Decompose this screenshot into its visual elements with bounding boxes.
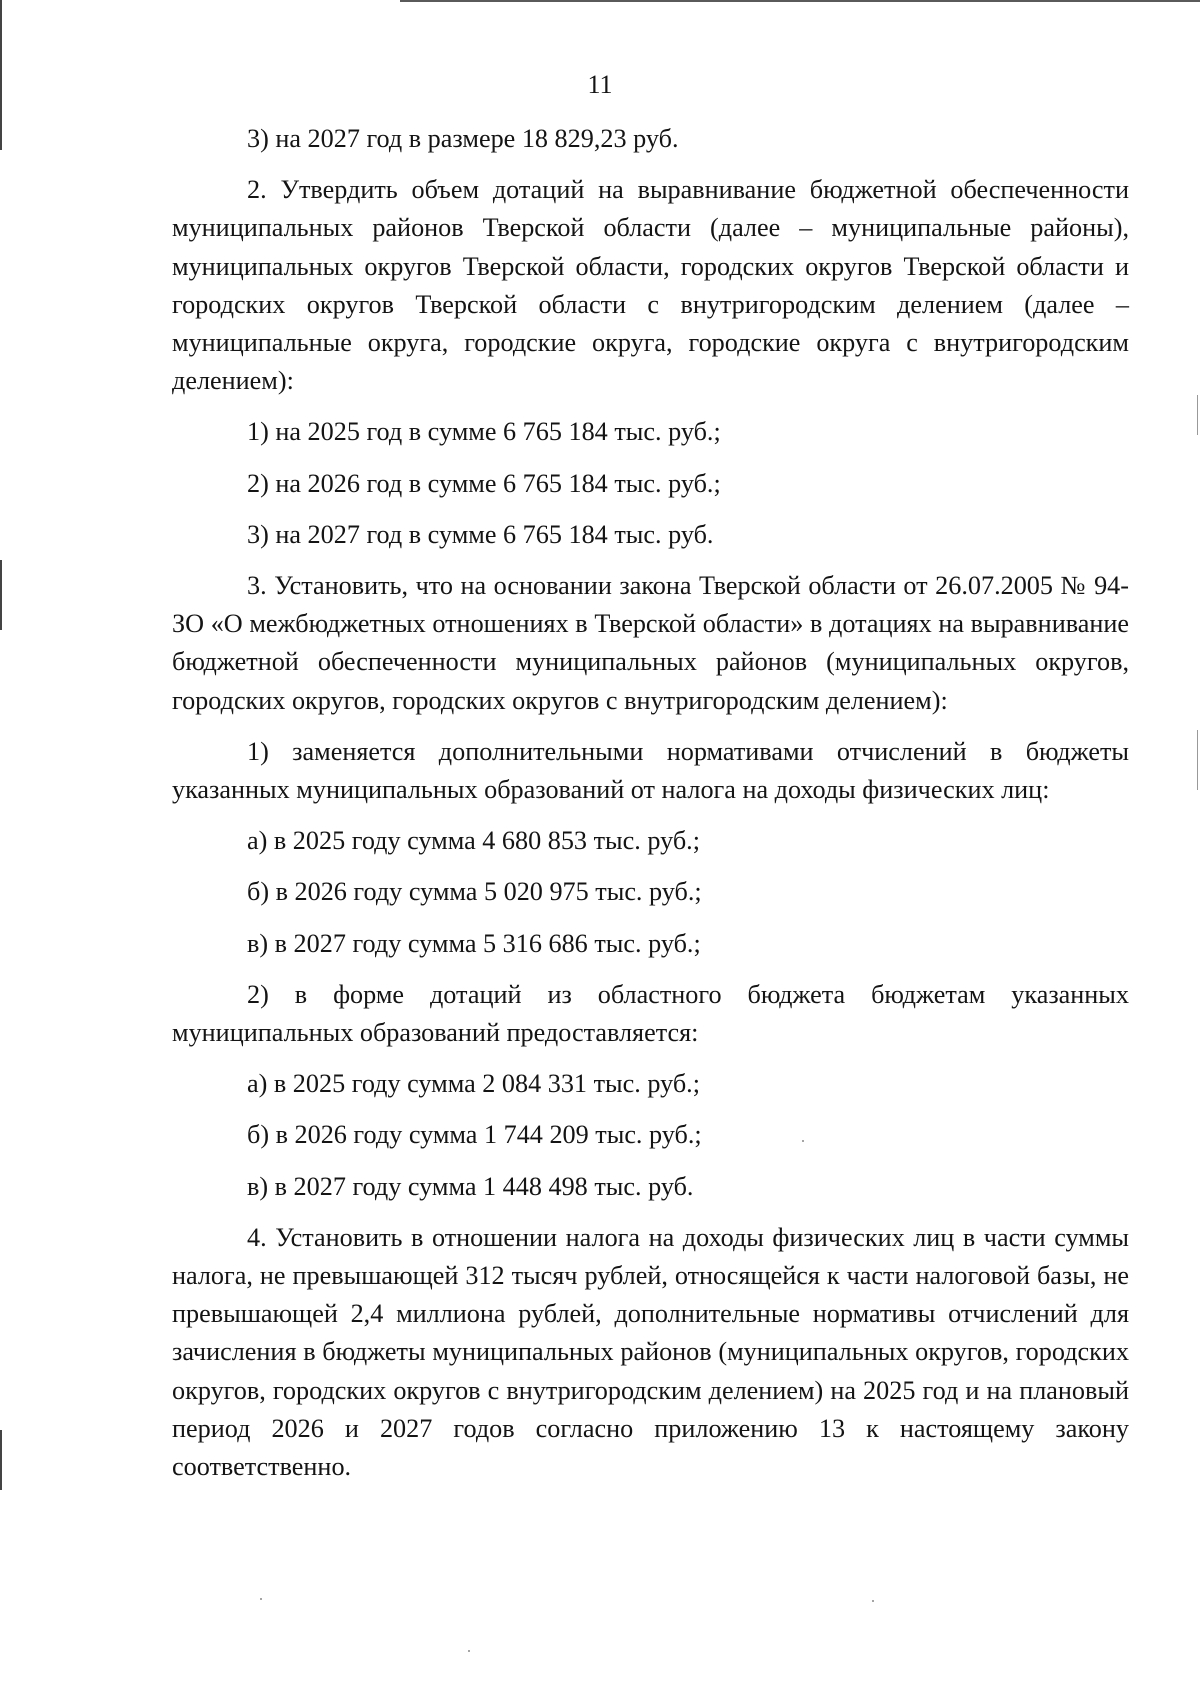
list-item: 2) в форме дотаций из областного бюджета бюджетам указанных муниципальных образований предоставляется: bbox=[172, 979, 1129, 1048]
paragraph-3-establish: 3. Установить, что на основании закона Тверской области от 26.07.2005 № 94-ЗО «О межбюджетных отношениях в Тверской области» в дотациях на выравнивание бюджетной обеспеченности муниципальных районов (муниципальных округов, городских округов, городских округов с внутригородским делением): bbox=[172, 571, 1129, 715]
list-item: б) в 2026 году сумма 1 744 209 тыс. руб.; bbox=[247, 1120, 702, 1150]
list-item: 1) заменяется дополнительными нормативами отчислений в бюджеты указанных муниципальных образований от налога на доходы физических лиц: bbox=[172, 736, 1129, 805]
list-item: а) в 2025 году сумма 2 084 331 тыс. руб.; bbox=[247, 1069, 700, 1099]
paragraph-2-approve-grants: 2. Утвердить объем дотаций на выравнивание бюджетной обеспеченности муниципальных районов Тверской области (далее – муниципальные районы), муниципальных округов Тверской области, городских округов Тверской области и городских округов Тверской области с внутригородским делением (далее – муниципальные округа, городские округа, городские округа с внутригородским делением): bbox=[172, 175, 1129, 396]
list-item: а) в 2025 году сумма 4 680 853 тыс. руб.; bbox=[247, 826, 700, 856]
paragraph-4-tax-norms: 4. Установить в отношении налога на доходы физических лиц в части суммы налога, не превышающей 312 тысяч рублей, относящейся к части налоговой базы, не превышающей 2,4 миллиона рублей, дополнительные нормативы отчислений для зачисления в бюджеты муниципальных районов (муниципальных округов, городских округов, городских округов с внутригородским делением) на 2025 год и на плановый период 2026 и 2027 годов согласно приложению 13 к настоящему закону соответственно. bbox=[172, 1222, 1129, 1482]
scan-right-edge-mark bbox=[1197, 730, 1198, 790]
scan-speck bbox=[468, 1650, 470, 1652]
scan-left-edge-mark bbox=[0, 560, 2, 630]
list-item: б) в 2026 году сумма 5 020 975 тыс. руб.; bbox=[247, 877, 702, 907]
list-item: 3) на 2027 год в размере 18 829,23 руб. bbox=[247, 124, 679, 153]
page-number: 11 bbox=[587, 70, 613, 99]
list-item: в) в 2027 году сумма 5 316 686 тыс. руб.; bbox=[247, 928, 701, 958]
scan-left-edge-mark bbox=[0, 1430, 2, 1490]
list-item: 1) на 2025 год в сумме 6 765 184 тыс. руб.; bbox=[247, 417, 721, 447]
list-item: в) в 2027 году сумма 1 448 498 тыс. руб. bbox=[247, 1171, 694, 1201]
list-item: 2) на 2026 год в сумме 6 765 184 тыс. руб.; bbox=[247, 468, 721, 498]
scan-right-edge-mark bbox=[1197, 395, 1198, 435]
list-item: 3) на 2027 год в сумме 6 765 184 тыс. руб. bbox=[247, 519, 714, 549]
scan-speck bbox=[260, 1598, 262, 1600]
document-body bbox=[172, 120, 1129, 1486]
scan-top-border bbox=[400, 0, 1200, 2]
scan-speck bbox=[872, 1600, 874, 1602]
